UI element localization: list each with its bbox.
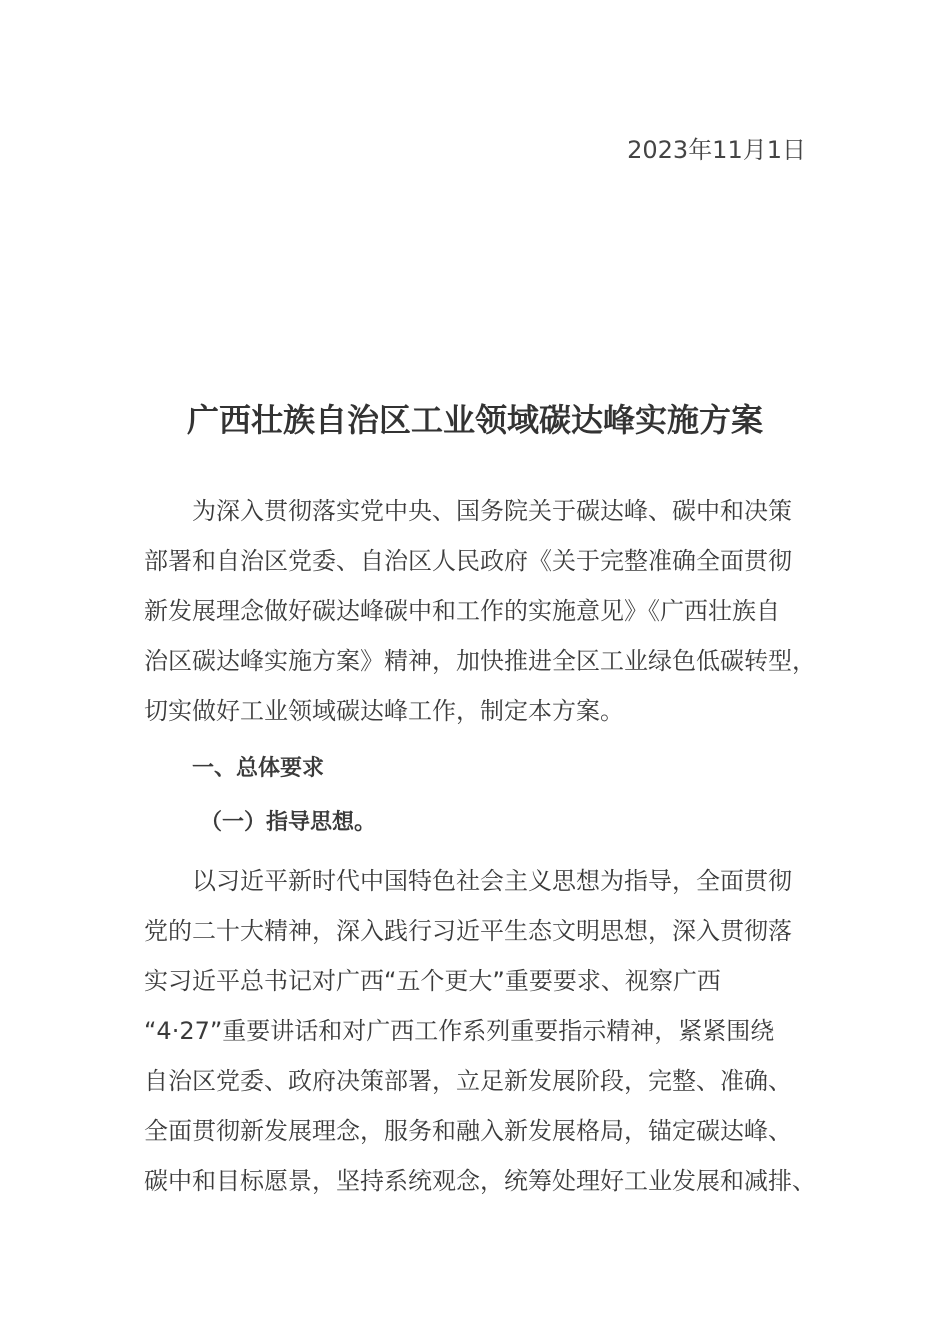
paragraph-line: 党的二十大精神，深入践行习近平生态文明思想，深入贯彻落 <box>144 917 792 945</box>
paragraph-line: “4·27”重要讲话和对广西工作系列重要指示精神，紧紧围绕 <box>144 1017 775 1045</box>
paragraph-line: 实习近平总书记对广西“五个更大”重要要求、视察广西 <box>144 967 721 995</box>
paragraph-line: 部署和自治区党委、自治区人民政府《关于完整准确全面贯彻 <box>144 547 792 575</box>
paragraph-line: 治区碳达峰实施方案》精神，加快推进全区工业绿色低碳转型， <box>144 647 816 675</box>
paragraph-line: 切实做好工业领域碳达峰工作，制定本方案。 <box>144 697 624 725</box>
paragraph-line: 碳中和目标愿景，坚持系统观念，统筹处理好工业发展和减排、 <box>144 1167 816 1195</box>
paragraph-line: 自治区党委、政府决策部署，立足新发展阶段，完整、准确、 <box>144 1067 792 1095</box>
paragraph-line: 全面贯彻新发展理念，服务和融入新发展格局，锚定碳达峰、 <box>144 1117 792 1145</box>
paragraph-line: 新发展理念做好碳达峰碳中和工作的实施意见》《广西壮族自 <box>144 597 780 625</box>
subsection-heading: （一）指导思想。 <box>200 810 377 835</box>
paragraph-line: 为深入贯彻落实党中央、国务院关于碳达峰、碳中和决策 <box>192 497 792 525</box>
document-body <box>144 486 834 1206</box>
document-title: 广西壮族自治区工业领域碳达峰实施方案 <box>186 401 763 439</box>
section-heading: 一、总体要求 <box>192 756 325 781</box>
document-date: 2023年11月1日 <box>627 136 806 164</box>
paragraph-line: 以习近平新时代中国特色社会主义思想为指导，全面贯彻 <box>192 867 792 895</box>
